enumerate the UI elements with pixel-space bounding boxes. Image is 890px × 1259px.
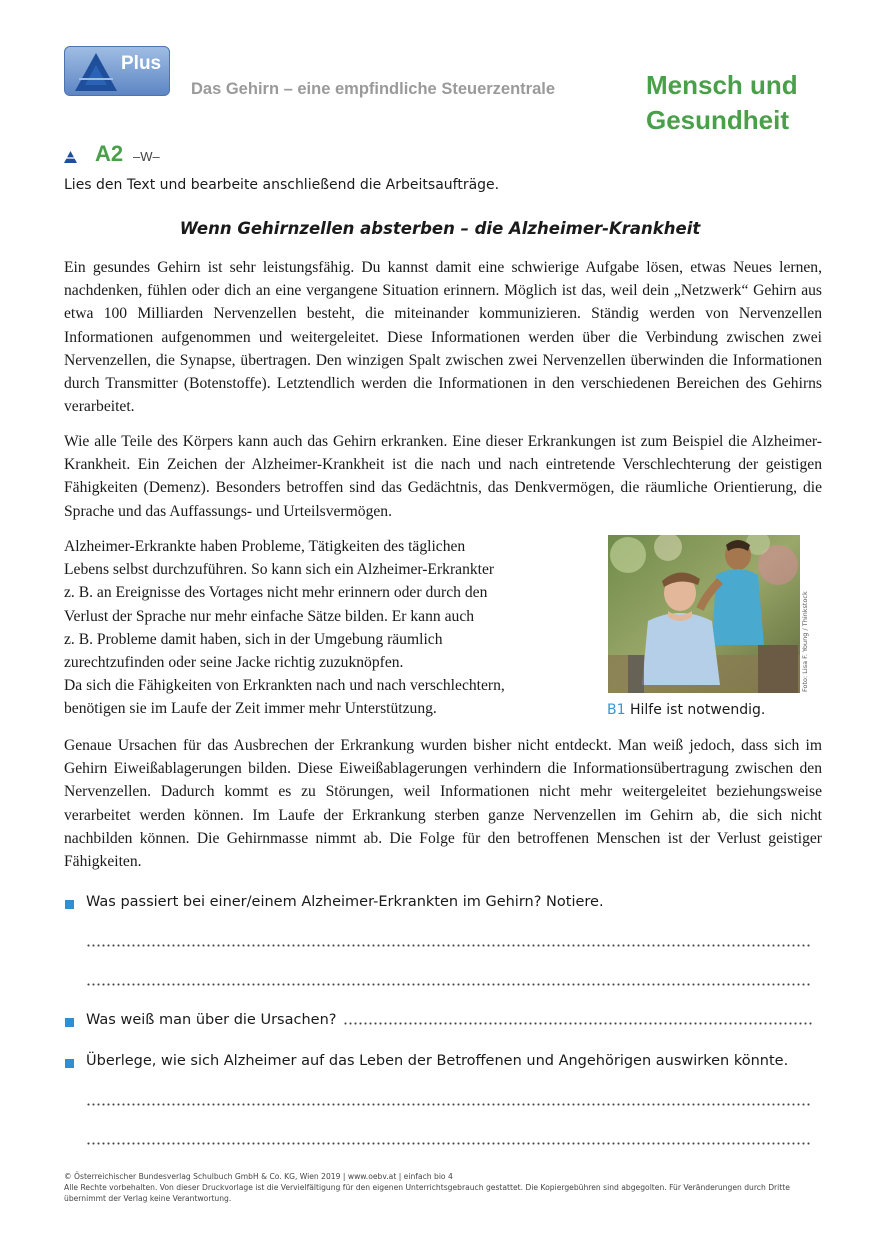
caregiver-photo <box>608 535 800 693</box>
answer-line[interactable] <box>86 1097 812 1111</box>
paragraph-line: Lebens selbst durchzuführen. So kann sich ein Alzheimer-Erkrankter <box>64 561 495 579</box>
paragraph-line: Verlust der Sprache nur mehr einfache Sätze bilden. Er kann auch <box>64 607 475 625</box>
photo-credit <box>801 591 815 692</box>
question-2: Was weiß man über die Ursachen? <box>86 1012 337 1028</box>
triangle-logo-icon <box>73 51 119 93</box>
photo-caption <box>607 702 765 718</box>
task-type: –W– <box>133 149 160 164</box>
answer-line[interactable] <box>86 977 812 991</box>
question-bullet <box>65 1018 74 1027</box>
paragraph-line: benötigen sie im Laufe der Zeit immer mehr Unterstützung. <box>64 700 437 718</box>
paragraph-line: z. B. an Ereignisse des Vortages nicht mehr erinnern oder durch den <box>64 584 488 602</box>
question-bullet <box>65 900 74 909</box>
task-code: A2 <box>95 141 124 166</box>
worksheet-subtitle: Das Gehirn – eine empfindliche Steuerzentrale <box>191 80 556 98</box>
task-instruction: Lies den Text und bearbeite anschließend die Arbeitsaufträge. <box>64 177 500 193</box>
paragraph-line: Alzheimer-Erkrankte haben Probleme, Tätigkeiten des täglichen <box>64 538 466 555</box>
paragraph-line: zurechtzufinden oder seine Jacke richtig zuzuknöpfen. <box>64 654 404 672</box>
article-paragraph-4: Genaue Ursachen für das Ausbrechen der Erkrankung wurden bisher nicht entdeckt. Man weiß jedoch, dass sich im Gehirn Eiweißablagerungen bilden. Diese Eiweißablagerungen verhindern die Informationsübertragung zwischen den Nervenzellen. Dadurch kommt es zu Störungen, weil Informationen nicht mehr weitergeleitet beziehungsweise verarbeitet werden können. Im Laufe der Erkrankung sterben ganze Nervenzellen im Gehirn ab, die sich nicht nachbilden können. Die Gehirnmasse nimmt ab. Die Folge für den betroffenen Menschen ist der Verlust geistiger Fähigkeiten. <box>64 737 822 871</box>
article-title: Wenn Gehirnzellen absterben – die Alzheimer-Krankheit <box>179 219 701 238</box>
level-triangle-icon <box>64 151 77 163</box>
subject-title <box>646 68 798 138</box>
paragraph-line: Da sich die Fähigkeiten von Erkrankten nach und nach verschlechtern, <box>64 677 505 695</box>
article-paragraph-2: Wie alle Teile des Körpers kann auch das Gehirn erkranken. Eine dieser Erkrankungen ist zum Beispiel die Alzheimer-Krankheit. Ein Zeichen der Alzheimer-Krankheit ist die nach und nach eintretende Verschlechterung der geistigen Fähigkeiten (Demenz). Besonders betroffen sind das Gedächtnis, das Denkvermögen, die räumliche Orientierung, die Sprache und das Auffassungs- und Urteilsvermögen. <box>64 433 822 520</box>
paragraph-line: z. B. Probleme damit haben, sich in der Umgebung räumlich <box>64 630 443 648</box>
article-paragraph-3 <box>64 535 578 721</box>
article-paragraph-1: Ein gesundes Gehirn ist sehr leistungsfähig. Du kannst damit eine schwierige Aufgabe lösen, etwas Neues lernen, nachdenken, fühlen oder dich an eine vergangene Situation erinnern. Möglich ist das, weil dein „Netzwerk“ Gehirn aus etwa 100 Milliarden Nervenzellen besteht, die miteinander kommunizieren. Ständig werden von Nervenzellen Informationen aufgenommen und weitergeleitet. Diese Informationen werden über die Verbindung zwischen zwei Nervenzellen, die Synapse, übertragen. Den winzigen Spalt zwischen zwei Nervenzellen überwinden die Informationen durch Transmitter (Botenstoffe). Letztendlich werden die Informationen in den verschiedenen Bereichen des Gehirns verarbeitet. <box>64 259 822 416</box>
question-3: Überlege, wie sich Alzheimer auf das Leben der Betroffenen und Angehörigen auswirken könnte. <box>86 1053 789 1069</box>
logo-label: Plus <box>121 53 162 74</box>
question-1: Was passiert bei einer/einem Alzheimer-Erkrankten im Gehirn? Notiere. <box>86 894 604 910</box>
photo-credit-text: Foto: Lisa F. Young / Thinkstock <box>801 591 809 692</box>
answer-line[interactable] <box>343 1016 813 1030</box>
answer-line[interactable] <box>86 938 812 952</box>
plus-logo <box>64 46 170 96</box>
footer <box>64 1171 824 1204</box>
figure-caption-text: Hilfe ist notwendig. <box>629 702 766 718</box>
footer-copyright: © Österreichischer Bundesverlag Schulbuch GmbH & Co. KG, Wien 2019 | www.oebv.at | einfach bio 4 <box>64 1172 453 1181</box>
subject-title-line1: Mensch und <box>646 70 798 100</box>
question-bullet <box>65 1059 74 1068</box>
figure-number: B1 <box>607 702 626 718</box>
subject-title-line2: Gesundheit <box>646 105 790 135</box>
footer-rights: Alle Rechte vorbehalten. Von dieser Druckvorlage ist die Vervielfältigung für den eigenen Unterrichtsgebrauch gestattet. Die Kopiergebühren sind abgegolten. Für Veränderungen durch Dritte übernimmt der Verlag keine Verantwortung. <box>64 1183 790 1203</box>
answer-line[interactable] <box>86 1136 812 1150</box>
